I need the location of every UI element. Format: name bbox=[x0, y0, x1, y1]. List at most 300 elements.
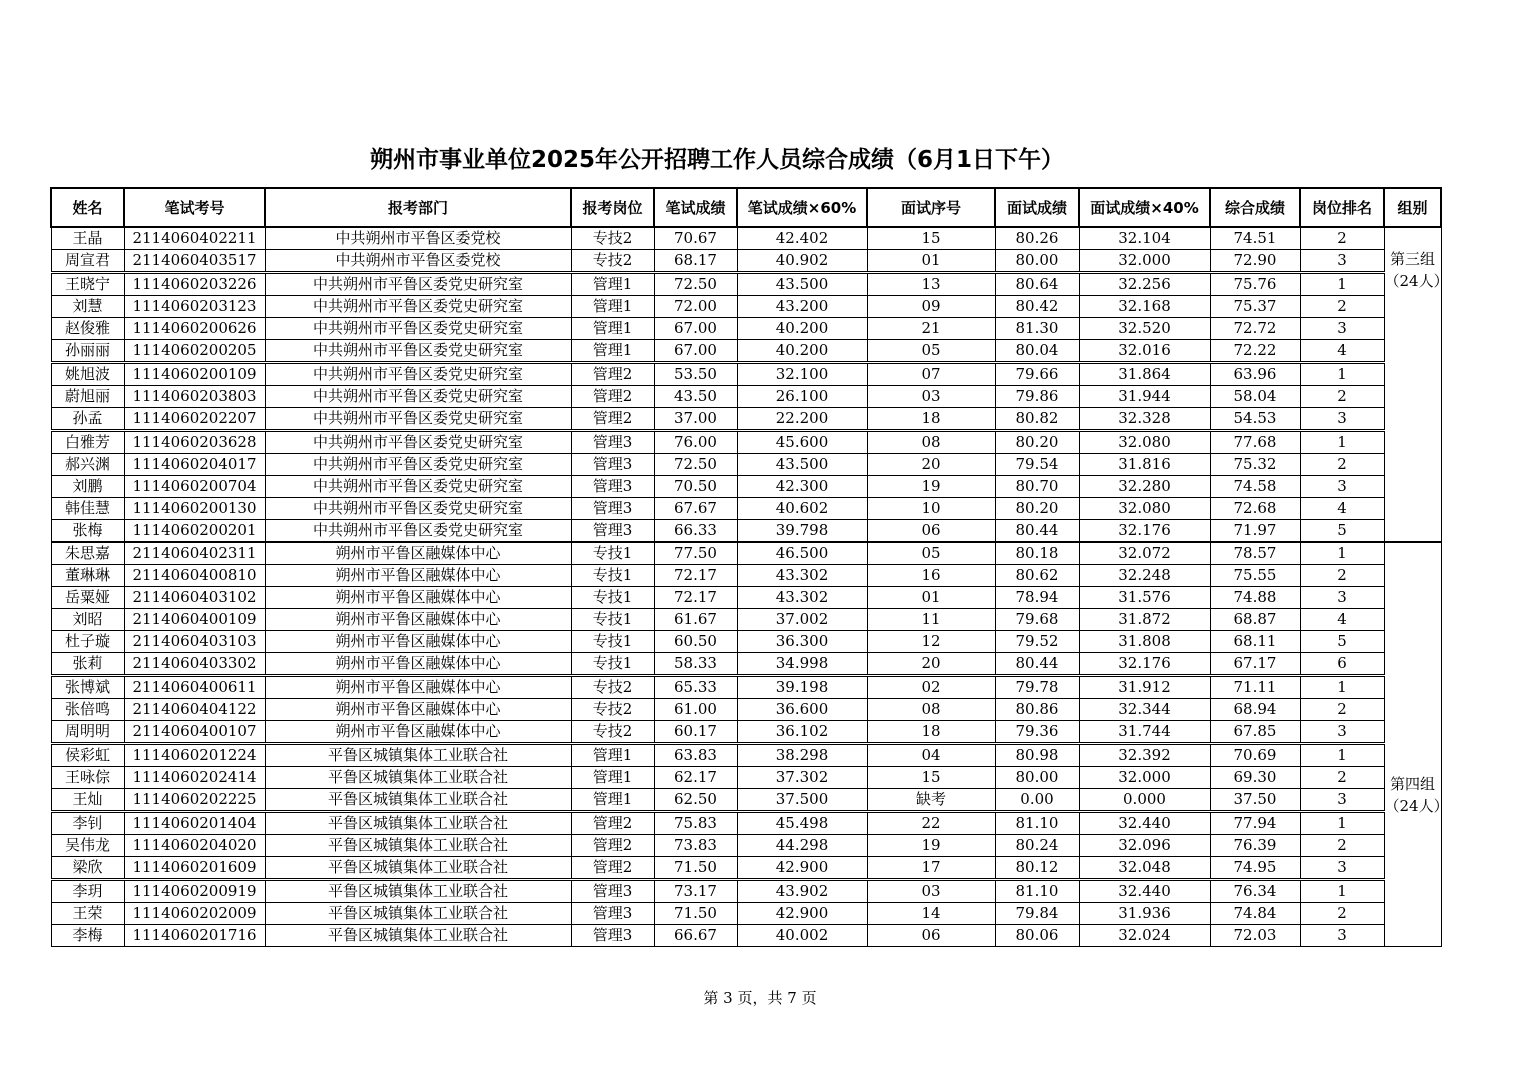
cell-interview-weighted: 32.440 bbox=[1079, 812, 1210, 835]
cell-interview-order: 20 bbox=[867, 653, 995, 676]
cell-name: 赵俊雅 bbox=[51, 318, 124, 340]
cell-interview-weighted: 32.072 bbox=[1079, 542, 1210, 565]
cell-exam-number: 1114060200919 bbox=[124, 880, 265, 903]
cell-written-weighted: 40.200 bbox=[737, 340, 867, 363]
cell-name: 梁欣 bbox=[51, 857, 124, 880]
cell-written-weighted: 26.100 bbox=[737, 386, 867, 408]
cell-name: 李钊 bbox=[51, 812, 124, 835]
cell-department: 中共朔州市平鲁区委党史研究室 bbox=[265, 363, 571, 386]
cell-department: 平鲁区城镇集体工业联合社 bbox=[265, 903, 571, 925]
cell-interview-order: 14 bbox=[867, 903, 995, 925]
cell-interview-score: 80.98 bbox=[995, 744, 1079, 767]
header-interview-weighted: 面试成绩×40% bbox=[1079, 188, 1210, 227]
cell-exam-number: 2114060400810 bbox=[124, 565, 265, 587]
group-count: （24人） bbox=[1384, 272, 1449, 290]
header-written-score: 笔试成绩 bbox=[654, 188, 737, 227]
cell-written-weighted: 43.302 bbox=[737, 587, 867, 609]
cell-exam-number: 1114060201224 bbox=[124, 744, 265, 767]
cell-interview-order: 07 bbox=[867, 363, 995, 386]
cell-interview-score: 79.66 bbox=[995, 363, 1079, 386]
cell-exam-number: 1114060203123 bbox=[124, 296, 265, 318]
cell-department: 中共朔州市平鲁区委党史研究室 bbox=[265, 296, 571, 318]
cell-exam-number: 2114060400109 bbox=[124, 609, 265, 631]
table-row bbox=[51, 542, 1441, 565]
cell-interview-order: 02 bbox=[867, 676, 995, 699]
cell-name: 周明明 bbox=[51, 721, 124, 744]
cell-written-weighted: 43.302 bbox=[737, 565, 867, 587]
cell-exam-number: 1114060200201 bbox=[124, 520, 265, 543]
header-group: 组别 bbox=[1384, 188, 1441, 227]
cell-rank: 1 bbox=[1300, 431, 1384, 454]
cell-total-score: 74.84 bbox=[1210, 903, 1300, 925]
cell-written-weighted: 40.602 bbox=[737, 498, 867, 520]
cell-interview-score: 80.20 bbox=[995, 498, 1079, 520]
cell-rank: 3 bbox=[1300, 925, 1384, 947]
cell-interview-weighted: 32.168 bbox=[1079, 296, 1210, 318]
cell-department: 中共朔州市平鲁区委党史研究室 bbox=[265, 520, 571, 543]
header-row bbox=[51, 188, 1441, 227]
table-row bbox=[51, 609, 1441, 631]
score-table bbox=[50, 187, 1449, 947]
table-row bbox=[51, 631, 1441, 653]
table-row bbox=[51, 296, 1441, 318]
cell-written-weighted: 42.900 bbox=[737, 903, 867, 925]
page-title: 朔州市事业单位2025年公开招聘工作人员综合成绩（6月1日下午） bbox=[369, 147, 1065, 173]
cell-written-weighted: 37.002 bbox=[737, 609, 867, 631]
cell-interview-order: 11 bbox=[867, 609, 995, 631]
cell-position: 专技1 bbox=[571, 631, 654, 653]
cell-interview-weighted: 32.000 bbox=[1079, 767, 1210, 789]
cell-position: 管理3 bbox=[571, 454, 654, 476]
cell-department: 朔州市平鲁区融媒体中心 bbox=[265, 653, 571, 676]
group-label: 第四组 bbox=[1389, 775, 1435, 793]
cell-interview-weighted: 32.176 bbox=[1079, 520, 1210, 543]
cell-exam-number: 1114060200626 bbox=[124, 318, 265, 340]
cell-rank: 6 bbox=[1300, 653, 1384, 676]
cell-written-weighted: 39.198 bbox=[737, 676, 867, 699]
table-row bbox=[51, 653, 1441, 676]
cell-position: 管理3 bbox=[571, 498, 654, 520]
cell-interview-weighted: 32.520 bbox=[1079, 318, 1210, 340]
cell-interview-score: 79.68 bbox=[995, 609, 1079, 631]
table-row bbox=[51, 273, 1441, 296]
cell-interview-weighted: 32.176 bbox=[1079, 653, 1210, 676]
cell-interview-score: 79.86 bbox=[995, 386, 1079, 408]
cell-interview-weighted: 32.256 bbox=[1079, 273, 1210, 296]
cell-interview-order: 20 bbox=[867, 454, 995, 476]
cell-department: 中共朔州市平鲁区委党史研究室 bbox=[265, 340, 571, 363]
header-interview-score: 面试成绩 bbox=[995, 188, 1079, 227]
cell-department: 中共朔州市平鲁区委党史研究室 bbox=[265, 318, 571, 340]
cell-name: 韩佳慧 bbox=[51, 498, 124, 520]
cell-interview-order: 12 bbox=[867, 631, 995, 653]
cell-position: 管理2 bbox=[571, 857, 654, 880]
cell-department: 中共朔州市平鲁区委党校 bbox=[265, 227, 571, 250]
cell-interview-weighted: 32.328 bbox=[1079, 408, 1210, 431]
cell-name: 张梅 bbox=[51, 520, 124, 543]
cell-interview-weighted: 31.808 bbox=[1079, 631, 1210, 653]
cell-written-score: 37.00 bbox=[654, 408, 737, 431]
cell-rank: 1 bbox=[1300, 273, 1384, 296]
cell-written-score: 60.50 bbox=[654, 631, 737, 653]
cell-exam-number: 2114060403103 bbox=[124, 631, 265, 653]
cell-total-score: 58.04 bbox=[1210, 386, 1300, 408]
cell-interview-score: 0.00 bbox=[995, 789, 1079, 812]
cell-name: 孙丽丽 bbox=[51, 340, 124, 363]
cell-name: 吴伟龙 bbox=[51, 835, 124, 857]
cell-written-score: 60.17 bbox=[654, 721, 737, 744]
cell-interview-score: 80.04 bbox=[995, 340, 1079, 363]
cell-interview-weighted: 31.864 bbox=[1079, 363, 1210, 386]
cell-position: 管理3 bbox=[571, 520, 654, 543]
score-table-body bbox=[51, 227, 1449, 947]
cell-interview-score: 81.30 bbox=[995, 318, 1079, 340]
cell-name: 李梅 bbox=[51, 925, 124, 947]
cell-written-score: 67.00 bbox=[654, 318, 737, 340]
header-rank: 岗位排名 bbox=[1300, 188, 1384, 227]
cell-exam-number: 1114060200205 bbox=[124, 340, 265, 363]
cell-rank: 3 bbox=[1300, 721, 1384, 744]
table-row bbox=[51, 676, 1441, 699]
cell-written-score: 63.83 bbox=[654, 744, 737, 767]
cell-exam-number: 1114060202207 bbox=[124, 408, 265, 431]
cell-rank: 1 bbox=[1300, 676, 1384, 699]
cell-position: 专技1 bbox=[571, 565, 654, 587]
cell-interview-score: 81.10 bbox=[995, 812, 1079, 835]
cell-name: 张倍鸣 bbox=[51, 699, 124, 721]
table-row bbox=[51, 250, 1441, 273]
cell-interview-score: 80.44 bbox=[995, 653, 1079, 676]
cell-total-score: 68.87 bbox=[1210, 609, 1300, 631]
cell-interview-order: 22 bbox=[867, 812, 995, 835]
cell-interview-score: 80.26 bbox=[995, 227, 1079, 250]
cell-written-score: 70.67 bbox=[654, 227, 737, 250]
cell-department: 朔州市平鲁区融媒体中心 bbox=[265, 542, 571, 565]
table-row bbox=[51, 363, 1441, 386]
cell-rank: 2 bbox=[1300, 835, 1384, 857]
cell-total-score: 75.37 bbox=[1210, 296, 1300, 318]
cell-interview-score: 80.86 bbox=[995, 699, 1079, 721]
cell-written-weighted: 44.298 bbox=[737, 835, 867, 857]
cell-rank: 3 bbox=[1300, 250, 1384, 273]
cell-name: 王荣 bbox=[51, 903, 124, 925]
cell-written-weighted: 37.500 bbox=[737, 789, 867, 812]
cell-total-score: 72.03 bbox=[1210, 925, 1300, 947]
page-footer: 第 3 页，共 7 页 bbox=[703, 989, 817, 1007]
cell-interview-order: 缺考 bbox=[867, 789, 995, 812]
cell-exam-number: 1114060200704 bbox=[124, 476, 265, 498]
cell-exam-number: 2114060404122 bbox=[124, 699, 265, 721]
table-row bbox=[51, 903, 1441, 925]
cell-department: 朔州市平鲁区融媒体中心 bbox=[265, 565, 571, 587]
cell-exam-number: 2114060400107 bbox=[124, 721, 265, 744]
cell-position: 专技2 bbox=[571, 721, 654, 744]
table-row bbox=[51, 431, 1441, 454]
cell-written-weighted: 40.002 bbox=[737, 925, 867, 947]
group-label: 第三组 bbox=[1389, 250, 1435, 268]
cell-interview-weighted: 32.280 bbox=[1079, 476, 1210, 498]
cell-total-score: 69.30 bbox=[1210, 767, 1300, 789]
table-row bbox=[51, 318, 1441, 340]
cell-total-score: 37.50 bbox=[1210, 789, 1300, 812]
cell-interview-order: 18 bbox=[867, 721, 995, 744]
cell-rank: 1 bbox=[1300, 363, 1384, 386]
cell-position: 专技2 bbox=[571, 250, 654, 273]
cell-name: 董琳琳 bbox=[51, 565, 124, 587]
cell-department: 朔州市平鲁区融媒体中心 bbox=[265, 699, 571, 721]
cell-interview-score: 80.20 bbox=[995, 431, 1079, 454]
cell-name: 侯彩虹 bbox=[51, 744, 124, 767]
cell-interview-weighted: 31.744 bbox=[1079, 721, 1210, 744]
cell-department: 平鲁区城镇集体工业联合社 bbox=[265, 880, 571, 903]
cell-rank: 3 bbox=[1300, 857, 1384, 880]
cell-position: 管理3 bbox=[571, 903, 654, 925]
cell-written-score: 75.83 bbox=[654, 812, 737, 835]
cell-exam-number: 1114060203628 bbox=[124, 431, 265, 454]
cell-written-score: 66.67 bbox=[654, 925, 737, 947]
cell-total-score: 70.69 bbox=[1210, 744, 1300, 767]
header-interview-order: 面试序号 bbox=[867, 188, 995, 227]
cell-exam-number: 1114060203226 bbox=[124, 273, 265, 296]
cell-total-score: 76.39 bbox=[1210, 835, 1300, 857]
cell-interview-score: 80.64 bbox=[995, 273, 1079, 296]
cell-exam-number: 2114060403517 bbox=[124, 250, 265, 273]
cell-interview-order: 15 bbox=[867, 227, 995, 250]
table-row bbox=[51, 721, 1441, 744]
header-total-score: 综合成绩 bbox=[1210, 188, 1300, 227]
cell-department: 平鲁区城镇集体工业联合社 bbox=[265, 789, 571, 812]
cell-total-score: 74.95 bbox=[1210, 857, 1300, 880]
cell-interview-order: 01 bbox=[867, 250, 995, 273]
cell-written-score: 67.00 bbox=[654, 340, 737, 363]
cell-interview-order: 05 bbox=[867, 340, 995, 363]
cell-exam-number: 1114060202009 bbox=[124, 903, 265, 925]
cell-department: 中共朔州市平鲁区委党史研究室 bbox=[265, 476, 571, 498]
table-row bbox=[51, 498, 1441, 520]
cell-interview-order: 16 bbox=[867, 565, 995, 587]
cell-exam-number: 2114060400611 bbox=[124, 676, 265, 699]
cell-interview-score: 80.62 bbox=[995, 565, 1079, 587]
cell-department: 朔州市平鲁区融媒体中心 bbox=[265, 721, 571, 744]
table-row bbox=[51, 520, 1441, 543]
cell-department: 中共朔州市平鲁区委党史研究室 bbox=[265, 498, 571, 520]
cell-interview-score: 79.78 bbox=[995, 676, 1079, 699]
cell-total-score: 78.57 bbox=[1210, 542, 1300, 565]
cell-interview-score: 80.06 bbox=[995, 925, 1079, 947]
cell-rank: 2 bbox=[1300, 903, 1384, 925]
cell-total-score: 54.53 bbox=[1210, 408, 1300, 431]
cell-name: 王咏倧 bbox=[51, 767, 124, 789]
cell-written-score: 76.00 bbox=[654, 431, 737, 454]
cell-name: 张博斌 bbox=[51, 676, 124, 699]
cell-department: 中共朔州市平鲁区委党史研究室 bbox=[265, 454, 571, 476]
cell-interview-score: 79.36 bbox=[995, 721, 1079, 744]
cell-exam-number: 1114060202414 bbox=[124, 767, 265, 789]
cell-department: 朔州市平鲁区融媒体中心 bbox=[265, 676, 571, 699]
cell-total-score: 68.11 bbox=[1210, 631, 1300, 653]
cell-position: 管理1 bbox=[571, 340, 654, 363]
cell-name: 孙孟 bbox=[51, 408, 124, 431]
cell-department: 朔州市平鲁区融媒体中心 bbox=[265, 609, 571, 631]
cell-name: 岳粟娅 bbox=[51, 587, 124, 609]
cell-interview-order: 03 bbox=[867, 880, 995, 903]
cell-interview-weighted: 32.392 bbox=[1079, 744, 1210, 767]
cell-written-score: 72.50 bbox=[654, 454, 737, 476]
cell-rank: 2 bbox=[1300, 296, 1384, 318]
cell-interview-weighted: 32.104 bbox=[1079, 227, 1210, 250]
cell-interview-weighted: 31.576 bbox=[1079, 587, 1210, 609]
table-row bbox=[51, 699, 1441, 721]
cell-rank: 4 bbox=[1300, 340, 1384, 363]
cell-written-score: 66.33 bbox=[654, 520, 737, 543]
cell-rank: 3 bbox=[1300, 789, 1384, 812]
cell-written-weighted: 43.500 bbox=[737, 273, 867, 296]
cell-name: 刘昭 bbox=[51, 609, 124, 631]
cell-interview-weighted: 32.096 bbox=[1079, 835, 1210, 857]
cell-interview-score: 80.18 bbox=[995, 542, 1079, 565]
cell-department: 平鲁区城镇集体工业联合社 bbox=[265, 744, 571, 767]
cell-written-weighted: 40.902 bbox=[737, 250, 867, 273]
cell-written-weighted: 45.498 bbox=[737, 812, 867, 835]
cell-total-score: 72.68 bbox=[1210, 498, 1300, 520]
cell-position: 管理2 bbox=[571, 408, 654, 431]
cell-rank: 1 bbox=[1300, 812, 1384, 835]
cell-exam-number: 1114060201404 bbox=[124, 812, 265, 835]
cell-total-score: 71.97 bbox=[1210, 520, 1300, 543]
table-row bbox=[51, 227, 1441, 250]
table-row bbox=[51, 812, 1441, 835]
cell-total-score: 71.11 bbox=[1210, 676, 1300, 699]
cell-interview-weighted: 32.248 bbox=[1079, 565, 1210, 587]
cell-interview-weighted: 32.016 bbox=[1079, 340, 1210, 363]
cell-interview-order: 08 bbox=[867, 431, 995, 454]
cell-written-score: 73.83 bbox=[654, 835, 737, 857]
group-count: （24人） bbox=[1384, 797, 1449, 815]
cell-rank: 2 bbox=[1300, 767, 1384, 789]
cell-rank: 3 bbox=[1300, 476, 1384, 498]
cell-interview-score: 80.42 bbox=[995, 296, 1079, 318]
header-exam-number: 笔试考号 bbox=[124, 188, 265, 227]
cell-interview-score: 80.24 bbox=[995, 835, 1079, 857]
cell-interview-score: 80.70 bbox=[995, 476, 1079, 498]
cell-total-score: 75.32 bbox=[1210, 454, 1300, 476]
cell-department: 中共朔州市平鲁区委党史研究室 bbox=[265, 408, 571, 431]
cell-interview-order: 06 bbox=[867, 520, 995, 543]
cell-rank: 2 bbox=[1300, 565, 1384, 587]
cell-interview-order: 09 bbox=[867, 296, 995, 318]
table-row bbox=[51, 789, 1441, 812]
cell-name: 蔚旭丽 bbox=[51, 386, 124, 408]
cell-position: 专技1 bbox=[571, 609, 654, 631]
cell-exam-number: 2114060403302 bbox=[124, 653, 265, 676]
cell-total-score: 63.96 bbox=[1210, 363, 1300, 386]
cell-position: 管理1 bbox=[571, 318, 654, 340]
cell-written-score: 71.50 bbox=[654, 857, 737, 880]
cell-name: 王灿 bbox=[51, 789, 124, 812]
cell-name: 姚旭波 bbox=[51, 363, 124, 386]
cell-name: 郝兴渊 bbox=[51, 454, 124, 476]
table-row bbox=[51, 744, 1441, 767]
cell-position: 管理2 bbox=[571, 386, 654, 408]
cell-total-score: 74.51 bbox=[1210, 227, 1300, 250]
cell-position: 专技2 bbox=[571, 699, 654, 721]
cell-total-score: 67.17 bbox=[1210, 653, 1300, 676]
cell-written-score: 72.17 bbox=[654, 565, 737, 587]
cell-exam-number: 2114060402211 bbox=[124, 227, 265, 250]
cell-written-score: 77.50 bbox=[654, 542, 737, 565]
cell-written-score: 67.67 bbox=[654, 498, 737, 520]
cell-written-weighted: 32.100 bbox=[737, 363, 867, 386]
cell-written-weighted: 43.902 bbox=[737, 880, 867, 903]
table-row bbox=[51, 857, 1441, 880]
cell-position: 管理1 bbox=[571, 273, 654, 296]
table-row bbox=[51, 880, 1441, 903]
cell-interview-order: 04 bbox=[867, 744, 995, 767]
cell-rank: 3 bbox=[1300, 587, 1384, 609]
cell-interview-score: 81.10 bbox=[995, 880, 1079, 903]
table-row bbox=[51, 925, 1441, 947]
cell-written-score: 72.00 bbox=[654, 296, 737, 318]
cell-written-weighted: 37.302 bbox=[737, 767, 867, 789]
cell-position: 管理3 bbox=[571, 880, 654, 903]
cell-interview-score: 78.94 bbox=[995, 587, 1079, 609]
cell-name: 王晓宁 bbox=[51, 273, 124, 296]
cell-department: 平鲁区城镇集体工业联合社 bbox=[265, 835, 571, 857]
cell-position: 专技1 bbox=[571, 653, 654, 676]
cell-total-score: 68.94 bbox=[1210, 699, 1300, 721]
cell-position: 管理2 bbox=[571, 835, 654, 857]
cell-department: 中共朔州市平鲁区委党史研究室 bbox=[265, 273, 571, 296]
cell-interview-weighted: 32.000 bbox=[1079, 250, 1210, 273]
table-row bbox=[51, 565, 1441, 587]
cell-written-weighted: 46.500 bbox=[737, 542, 867, 565]
cell-interview-weighted: 32.024 bbox=[1079, 925, 1210, 947]
cell-interview-order: 15 bbox=[867, 767, 995, 789]
cell-department: 中共朔州市平鲁区委党史研究室 bbox=[265, 386, 571, 408]
cell-written-score: 62.50 bbox=[654, 789, 737, 812]
cell-name: 朱思嘉 bbox=[51, 542, 124, 565]
cell-position: 管理2 bbox=[571, 812, 654, 835]
cell-position: 专技2 bbox=[571, 676, 654, 699]
cell-exam-number: 2114060402311 bbox=[124, 542, 265, 565]
cell-written-weighted: 42.300 bbox=[737, 476, 867, 498]
cell-interview-order: 17 bbox=[867, 857, 995, 880]
cell-interview-order: 19 bbox=[867, 835, 995, 857]
cell-position: 专技1 bbox=[571, 587, 654, 609]
table-row bbox=[51, 408, 1441, 431]
cell-interview-weighted: 31.944 bbox=[1079, 386, 1210, 408]
header-department: 报考部门 bbox=[265, 188, 571, 227]
cell-written-weighted: 43.200 bbox=[737, 296, 867, 318]
table-row bbox=[51, 454, 1441, 476]
cell-exam-number: 1114060202225 bbox=[124, 789, 265, 812]
cell-department: 平鲁区城镇集体工业联合社 bbox=[265, 767, 571, 789]
cell-interview-order: 13 bbox=[867, 273, 995, 296]
cell-written-score: 62.17 bbox=[654, 767, 737, 789]
cell-interview-order: 08 bbox=[867, 699, 995, 721]
cell-rank: 5 bbox=[1300, 520, 1384, 543]
cell-interview-weighted: 32.344 bbox=[1079, 699, 1210, 721]
cell-total-score: 72.90 bbox=[1210, 250, 1300, 273]
cell-position: 管理1 bbox=[571, 296, 654, 318]
cell-rank: 2 bbox=[1300, 386, 1384, 408]
cell-rank: 3 bbox=[1300, 408, 1384, 431]
cell-total-score: 74.58 bbox=[1210, 476, 1300, 498]
cell-interview-weighted: 0.000 bbox=[1079, 789, 1210, 812]
cell-total-score: 77.94 bbox=[1210, 812, 1300, 835]
cell-exam-number: 1114060200130 bbox=[124, 498, 265, 520]
cell-rank: 1 bbox=[1300, 542, 1384, 565]
